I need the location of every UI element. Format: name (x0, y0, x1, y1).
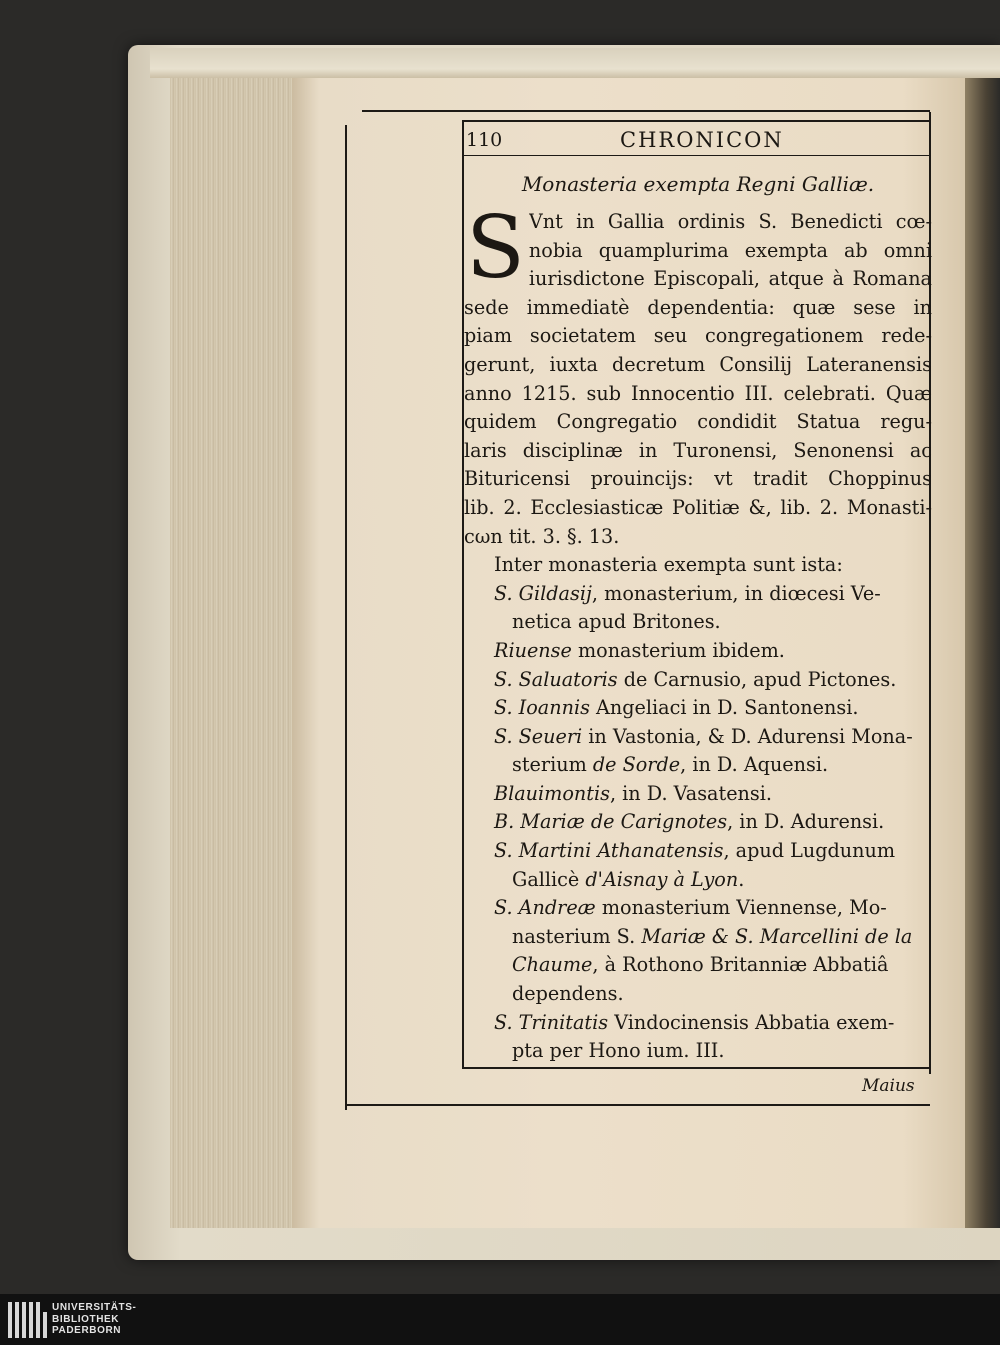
paragraph-line: sede immediatè dependentia: quæ sese in (464, 295, 932, 319)
entry-name: S. Martini Athanatensis (494, 839, 724, 863)
library-logo-line: BIBLIOTHEK (52, 1313, 120, 1325)
gutter-shadow (965, 78, 1000, 1228)
entry-name: B. Mariæ de Carignotes (494, 810, 728, 834)
running-title: CHRONICON (620, 128, 784, 152)
cover-top-edge (150, 48, 1000, 78)
list-item (464, 1009, 932, 1038)
library-logo (0, 1294, 1000, 1345)
entry-text: , apud Lugdunum (723, 839, 896, 863)
entry-text: monasterium Viennense, Mo- (595, 896, 887, 920)
entry-text: , in D. Vasatensi. (609, 781, 772, 805)
catchword: Maius (862, 1076, 915, 1096)
frame-rule-bottom-outer (345, 1104, 930, 1106)
entry-continuation: netica apud Britones. (512, 610, 721, 634)
paragraph-line: Bituricensi prouincijs: vt tradit Choppinus (464, 467, 932, 491)
list-item (464, 637, 932, 666)
entry-name: S. Andreæ (494, 896, 596, 920)
entry-name: S. Ioannis (494, 696, 590, 720)
section-title: Monasteria exempta Regni Galliæ. (521, 172, 875, 196)
continuation-text: nasterium S. (512, 924, 642, 948)
entry-text: Angeliaci in D. Santonensi. (589, 696, 859, 720)
entry-name: S. Trinitatis (494, 1010, 609, 1034)
page-header (462, 128, 930, 156)
paragraph-line: gerunt, iuxta decretum Consilij Lateranensis (464, 352, 932, 376)
entry-text: Vindocinensis Abbatia exem- (608, 1010, 895, 1034)
paragraph-line: piam societatem seu congregationem rede- (464, 324, 932, 348)
frame-rule-top-outer (362, 110, 930, 112)
entry-continuation (464, 866, 932, 895)
entry-text: , in D. Adurensi. (727, 810, 885, 834)
entry-text: de Carnusio, apud Pictones. (617, 667, 897, 691)
frame-rule-left-outer (345, 125, 347, 1110)
paragraph-line: iurisdictone Episcopali, atque à Romana (528, 267, 932, 291)
continuation-text: , à Rothono Britanniæ Abbatiâ (592, 953, 889, 977)
list-item (464, 694, 932, 723)
list-item (464, 808, 932, 837)
continuation-text: , in D. Aquensi. (680, 753, 829, 777)
entry-continuation (464, 751, 932, 780)
paragraph-line: lib. 2. Ecclesiasticæ Politiæ &, lib. 2. Monasti- (464, 495, 932, 519)
library-logo-line: PADERBORN (52, 1325, 122, 1336)
paragraph-line: quidem Congregatio condidit Statua regu- (464, 410, 932, 434)
entry-text: monasterium ibidem. (571, 638, 785, 662)
drop-cap: S (466, 198, 525, 298)
continuation-text: sterium (512, 753, 593, 777)
paragraph-line: Vnt in Gallia ordinis S. Benedicti cœ- (528, 210, 932, 233)
entry-text: , monasterium, in diœcesi Ve- (591, 581, 881, 605)
continuation-italic: de Sorde (592, 753, 681, 777)
list-item (464, 666, 932, 695)
paragraph-line: anno 1215. sub Innocentio III. celebrati. Quæ (464, 381, 932, 405)
list-item (464, 780, 932, 809)
library-logo-icon (8, 1302, 47, 1338)
intro-line: Inter monasteria exempta sunt ista: (494, 553, 843, 577)
continuation-italic: Mariæ & S. Marcellini de la (641, 924, 913, 948)
continuation-italic: Chaume (512, 953, 593, 977)
text-column (464, 170, 932, 1065)
entry-name: S. Seueri (494, 724, 583, 748)
entry-text: in Vastonia, & D. Adurensi Mona- (582, 724, 913, 748)
entry-name: Blauimontis (494, 781, 610, 805)
entry-continuation (464, 923, 932, 952)
paragraph-line: nobia quamplurima exempta ab omni (528, 238, 932, 262)
entry-name: Riuense (494, 638, 572, 662)
continuation-text: . (738, 867, 745, 891)
list-item (464, 580, 932, 609)
entry-continuation: pta per Hono ium. III. (512, 1039, 725, 1063)
entry-continuation (464, 951, 932, 980)
list-item (464, 894, 932, 923)
entry-name: S. Gildasij (494, 581, 592, 605)
entry-continuation: dependens. (512, 982, 624, 1006)
list-item (464, 837, 932, 866)
list-item (464, 723, 932, 752)
paragraph-line: laris disciplinæ in Turonensi, Senonensi ac (464, 438, 932, 462)
continuation-text: Gallicè (512, 867, 586, 891)
entry-name: S. Saluatoris (494, 667, 618, 691)
frame-rule-top-inner (462, 120, 930, 122)
paragraph-line: cωn tit. 3. §. 13. (464, 524, 620, 548)
library-logo-text (52, 1302, 136, 1337)
frame-rule-bottom-inner (462, 1067, 931, 1069)
continuation-italic: d'Aisnay à Lyon (585, 867, 739, 891)
library-logo-line: UNIVERSITÄTS- (52, 1302, 137, 1313)
page-number: 110 (466, 129, 503, 151)
page-edges (170, 78, 293, 1228)
main-paragraph (464, 198, 932, 1066)
